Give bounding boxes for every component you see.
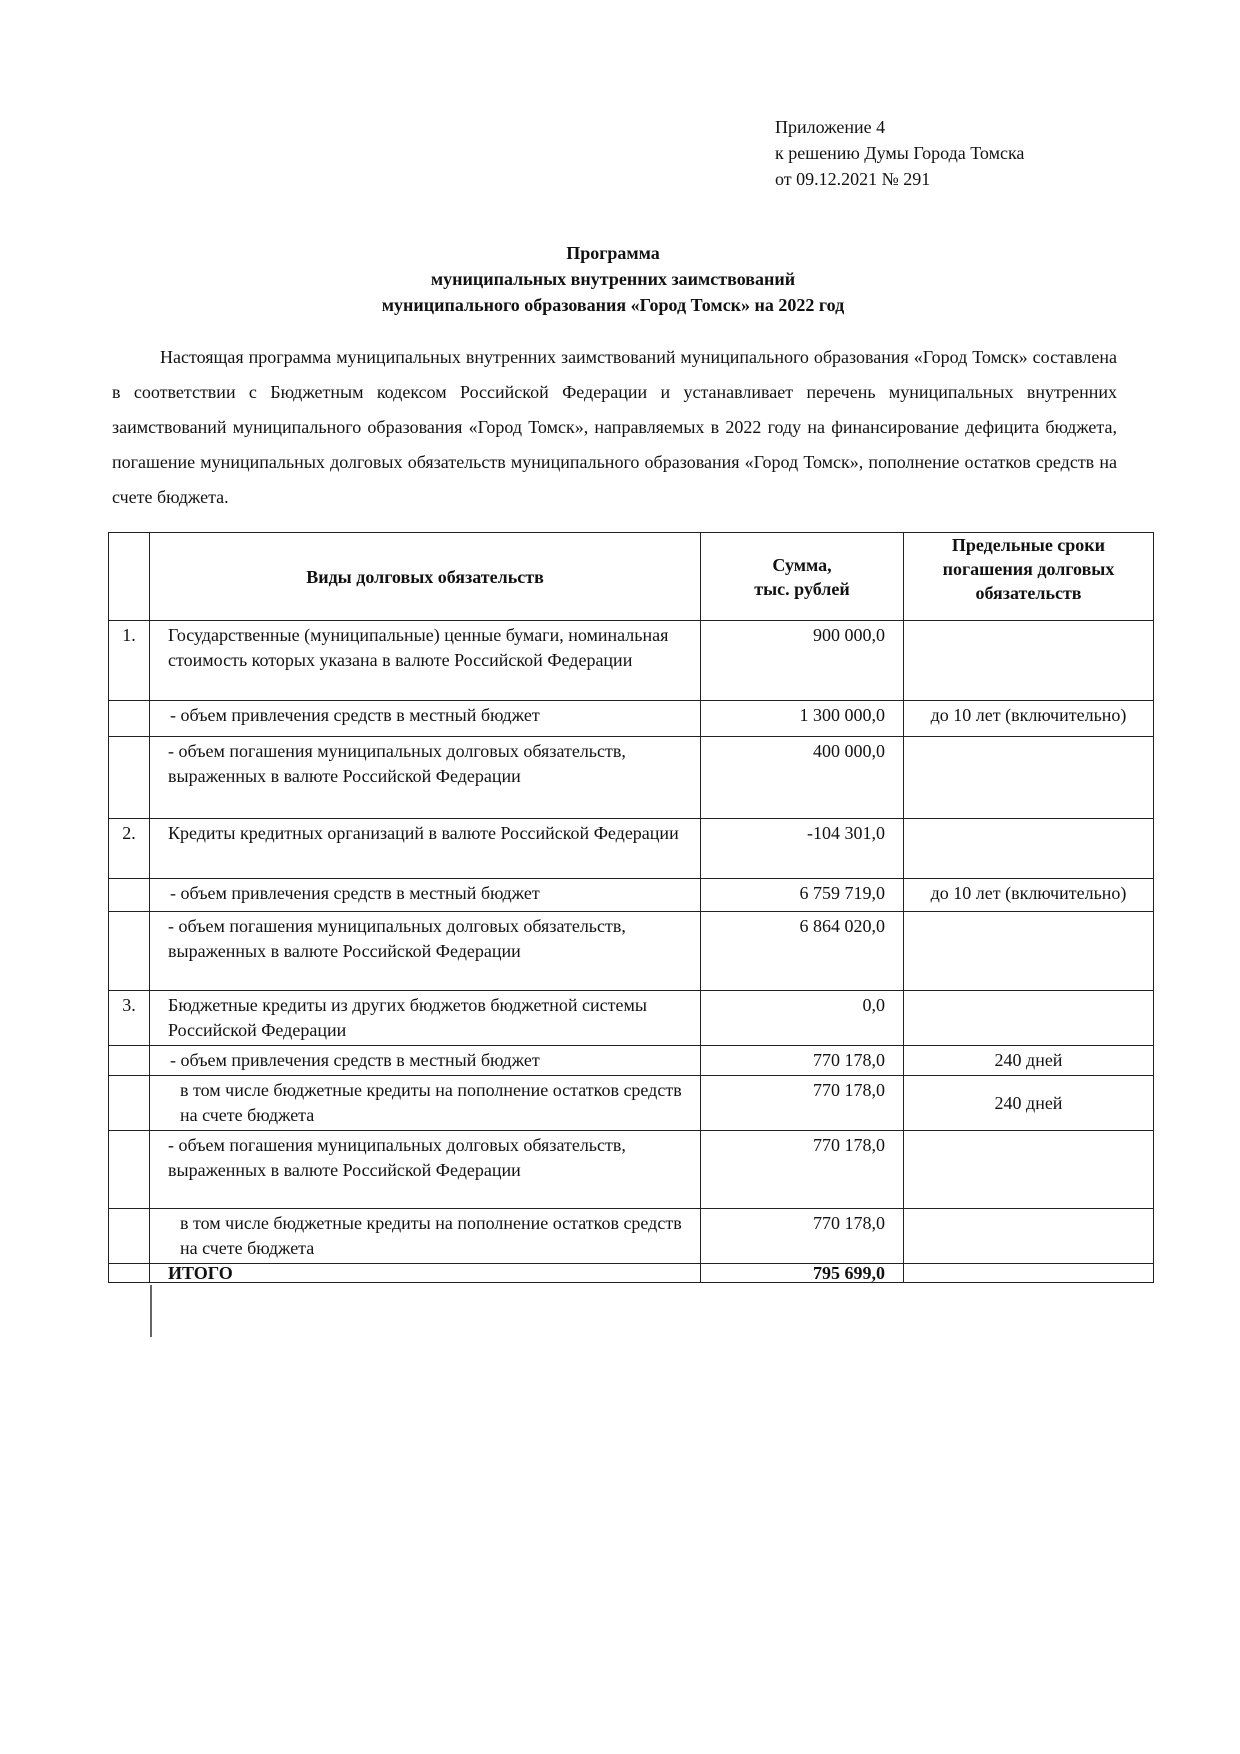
row-sum: 0,0 <box>701 991 904 1046</box>
row-sum: 770 178,0 <box>701 1046 904 1076</box>
row-name: - объем привлечения средств в местный бюджет <box>150 701 701 737</box>
row-name: Кредиты кредитных организаций в валюте Российской Федерации <box>150 819 701 879</box>
row-num <box>109 1209 150 1264</box>
row-name: - объем привлечения средств в местный бюджет <box>150 1046 701 1076</box>
header-name: Виды долговых обязательств <box>150 533 701 621</box>
document-title <box>108 240 1118 318</box>
title-line-3: муниципального образования «Город Томск» на 2022 год <box>381 295 845 315</box>
header-sum-line1: Сумма, <box>772 554 832 575</box>
total-row <box>109 1264 1154 1283</box>
row-num: 1. <box>109 621 150 701</box>
table-row <box>109 1209 1154 1264</box>
row-num <box>109 1046 150 1076</box>
row-name: - объем погашения муниципальных долговых обязательств, выраженных в валюте Российской Федерации <box>150 737 701 819</box>
row-sum: 900 000,0 <box>701 621 904 701</box>
title-line-2: муниципальных внутренних заимствований <box>430 269 796 289</box>
row-term <box>904 1131 1154 1209</box>
row-sum: 770 178,0 <box>701 1209 904 1264</box>
header-sum-line2: тыс. рублей <box>754 578 850 599</box>
row-name: - объем погашения муниципальных долговых обязательств, выраженных в валюте Российской Федерации <box>150 1131 701 1209</box>
row-num <box>109 879 150 912</box>
row-sum: 6 864 020,0 <box>701 912 904 991</box>
intro-paragraph: Настоящая программа муниципальных внутренних заимствований муниципального образования «Город Томск» составлена в соответствии с Бюджетным кодексом Российской Федерации и устанавливает перечень муниципальных внутренних заимствований муниципального образования «Город Томск», направляемых в 2022 году на финансирование дефицита бюджета, погашение муниципальных долговых обязательств муниципального образования «Город Томск», пополнение остатков средств на счете бюджета. <box>112 347 1117 507</box>
row-num: 3. <box>109 991 150 1046</box>
row-name: в том числе бюджетные кредиты на пополнение остатков средств на счете бюджета <box>150 1209 701 1264</box>
row-name: - объем привлечения средств в местный бюджет <box>150 879 701 912</box>
row-term <box>904 912 1154 991</box>
table-row <box>109 819 1154 879</box>
row-term: 240 дней <box>904 1076 1154 1131</box>
row-num <box>109 737 150 819</box>
row-sum: 1 300 000,0 <box>701 701 904 737</box>
total-num <box>109 1264 150 1283</box>
table-row <box>109 912 1154 991</box>
row-term: до 10 лет (включительно) <box>904 701 1154 737</box>
appendix-reference <box>775 114 1024 192</box>
row-term <box>904 1209 1154 1264</box>
table-row <box>109 1076 1154 1131</box>
title-line-1: Программа <box>566 243 660 263</box>
total-term <box>904 1264 1154 1283</box>
row-name: в том числе бюджетные кредиты на пополнение остатков средств на счете бюджета <box>150 1076 701 1131</box>
appendix-decision: к решению Думы Города Томска <box>775 143 1025 163</box>
row-num <box>109 912 150 991</box>
table-row <box>109 1131 1154 1209</box>
row-term <box>904 819 1154 879</box>
header-num <box>109 533 150 621</box>
row-sum: 770 178,0 <box>701 1076 904 1131</box>
row-num: 2. <box>109 819 150 879</box>
row-name: Государственные (муниципальные) ценные бумаги, номинальная стоимость которых указана в валюте Российской Федерации <box>150 621 701 701</box>
row-sum: 400 000,0 <box>701 737 904 819</box>
row-num <box>109 1131 150 1209</box>
row-num <box>109 701 150 737</box>
row-sum: 770 178,0 <box>701 1131 904 1209</box>
row-name: - объем погашения муниципальных долговых обязательств, выраженных в валюте Российской Федерации <box>150 912 701 991</box>
row-term <box>904 991 1154 1046</box>
row-term <box>904 621 1154 701</box>
table-header-row <box>109 533 1154 621</box>
table-row <box>109 737 1154 819</box>
row-term <box>904 737 1154 819</box>
table-row <box>109 621 1154 701</box>
row-num <box>109 1076 150 1131</box>
header-sum <box>701 533 904 621</box>
row-sum: 6 759 719,0 <box>701 879 904 912</box>
row-term: 240 дней <box>904 1046 1154 1076</box>
header-term <box>904 533 1154 621</box>
table-row <box>109 1046 1154 1076</box>
table-tail-line <box>150 1285 152 1337</box>
table-row <box>109 701 1154 737</box>
table-row <box>109 991 1154 1046</box>
row-name: Бюджетные кредиты из других бюджетов бюджетной системы Российской Федерации <box>150 991 701 1046</box>
row-term: до 10 лет (включительно) <box>904 879 1154 912</box>
total-sum: 795 699,0 <box>701 1264 904 1283</box>
table-row <box>109 879 1154 912</box>
header-term-text: Предельные сроки погашения долговых обязательств <box>942 534 1115 603</box>
total-label: ИТОГО <box>150 1264 701 1283</box>
appendix-date: от 09.12.2021 № 291 <box>775 169 931 189</box>
appendix-number: Приложение 4 <box>775 117 886 137</box>
row-sum: -104 301,0 <box>701 819 904 879</box>
borrowing-table <box>108 532 1154 1283</box>
